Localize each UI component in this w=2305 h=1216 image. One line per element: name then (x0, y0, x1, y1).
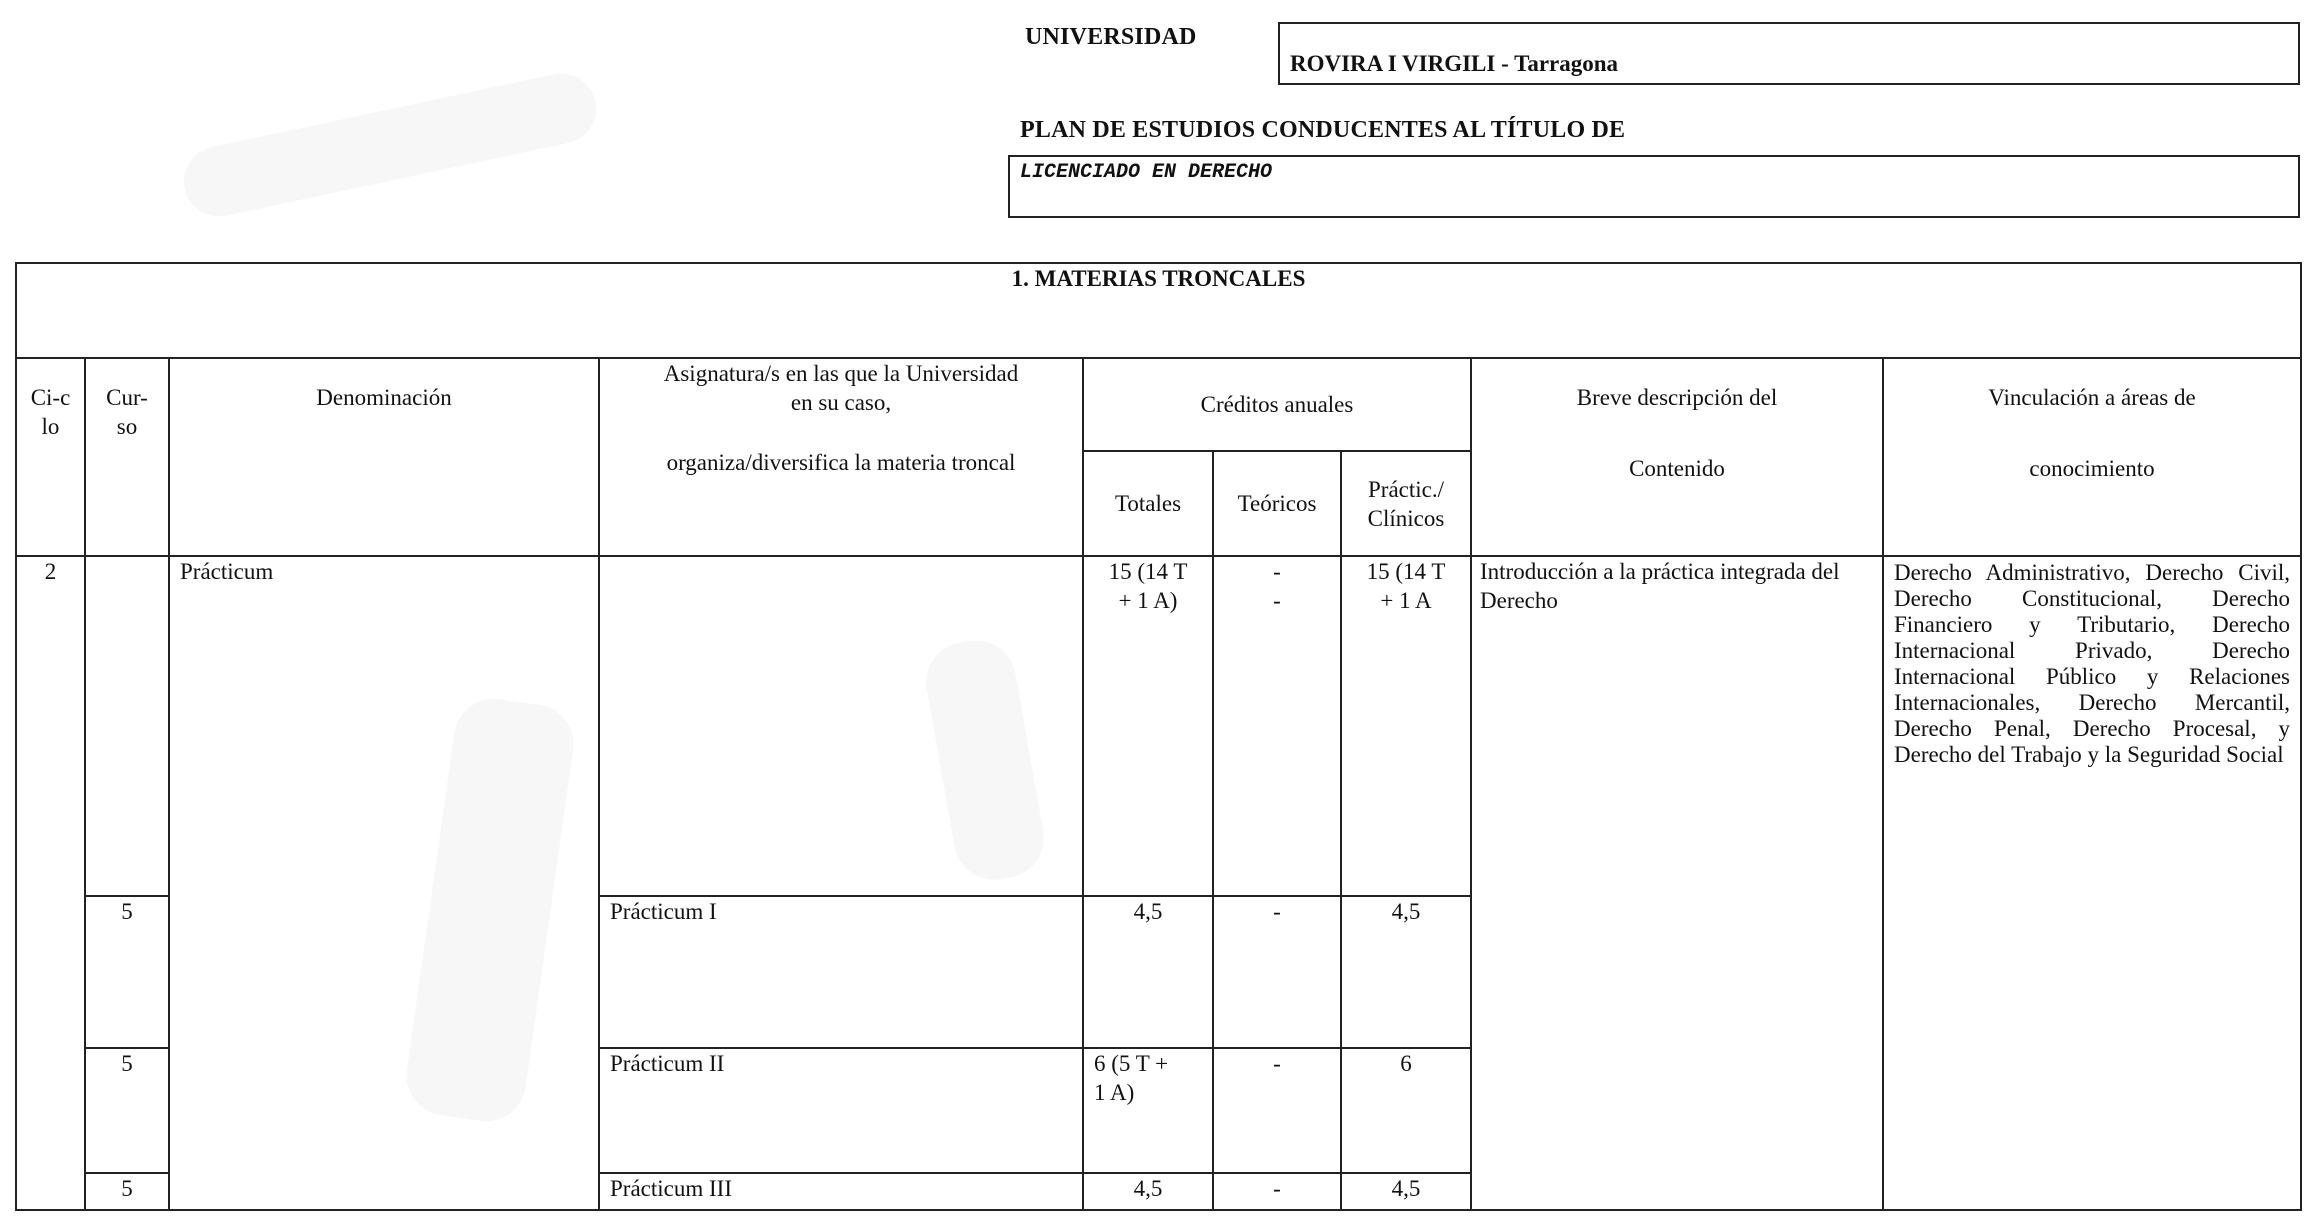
materias-troncales-table (15, 262, 2302, 1211)
cell-descripcion: Introducción a la práctica integrada del Derecho (1471, 556, 1883, 1210)
cell-totales-main: 15 (14 T + 1 A) (1083, 556, 1213, 896)
scan-shading (177, 67, 602, 223)
header-denominacion: Denominación (169, 358, 599, 556)
cell-teoricos-main: - - (1213, 556, 1341, 896)
cell-totales: 6 (5 T + 1 A) (1083, 1048, 1213, 1173)
header-descripcion-line2: Contenido (1629, 456, 1725, 481)
degree-box (1008, 155, 2300, 218)
header-asignatura (599, 358, 1083, 556)
cell-curso: 5 (85, 896, 169, 1048)
header-descripcion (1471, 358, 1883, 556)
cell-curso: 5 (85, 1173, 169, 1210)
header-practicos: Práctic./ Clínicos (1341, 451, 1471, 556)
header-totales: Totales (1083, 451, 1213, 556)
cell-teoricos: - (1213, 1048, 1341, 1173)
cell-asignatura: Prácticum III (599, 1173, 1083, 1210)
university-label: UNIVERSIDAD (1025, 24, 1197, 50)
header-vinculacion-line1: Vinculación a áreas de (1988, 385, 2196, 410)
cell-teoricos: - (1213, 896, 1341, 1048)
header-teoricos: Teóricos (1213, 451, 1341, 556)
university-name-box (1278, 22, 2300, 85)
cell-practicos: 4,5 (1341, 1173, 1471, 1210)
cell-asignatura: Prácticum I (599, 896, 1083, 1048)
cell-practicos: 4,5 (1341, 896, 1471, 1048)
header-asignatura-line2: organiza/diversifica la materia troncal (666, 450, 1016, 475)
cell-practicos-main: 15 (14 T + 1 A (1341, 556, 1471, 896)
cell-vinculacion: Derecho Administrativo, Derecho Civil, Derecho Constitucional, Derecho Financiero y Tributario, Derecho Internacional Privado, Derecho Internacional Público y Relaciones Internacionales, Derecho Mercantil, Derecho Penal, Derecho Procesal, y Derecho del Trabajo y la Seguridad Social (1883, 556, 2301, 1210)
cell-ciclo: 2 (16, 556, 85, 1210)
plan-label: PLAN DE ESTUDIOS CONDUCENTES AL TÍTULO DE (1020, 117, 1626, 143)
cell-curso: 5 (85, 1048, 169, 1173)
header-vinculacion (1883, 358, 2301, 556)
cell-totales: 4,5 (1083, 1173, 1213, 1210)
cell-teoricos: - (1213, 1173, 1341, 1210)
table-title: 1. MATERIAS TRONCALES (16, 263, 2301, 358)
header-descripcion-line1: Breve descripción del (1576, 385, 1778, 410)
cell-asignatura-main (599, 556, 1083, 896)
cell-curso-main (85, 556, 169, 896)
header-ciclo: Ci-clo (16, 358, 85, 556)
header-curso: Cur-so (85, 358, 169, 556)
cell-totales: 4,5 (1083, 896, 1213, 1048)
header-vinculacion-line2: conocimiento (2029, 456, 2155, 481)
degree-title: LICENCIADO EN DERECHO (1020, 161, 1273, 184)
cell-asignatura: Prácticum II (599, 1048, 1083, 1173)
header-creditos: Créditos anuales (1083, 358, 1471, 451)
university-name: ROVIRA I VIRGILI - Tarragona (1290, 51, 1619, 76)
header-asignatura-line1: Asignatura/s en las que la Universidad en su caso, (663, 361, 1019, 415)
cell-practicos: 6 (1341, 1048, 1471, 1173)
cell-denominacion: Prácticum (169, 556, 599, 1210)
